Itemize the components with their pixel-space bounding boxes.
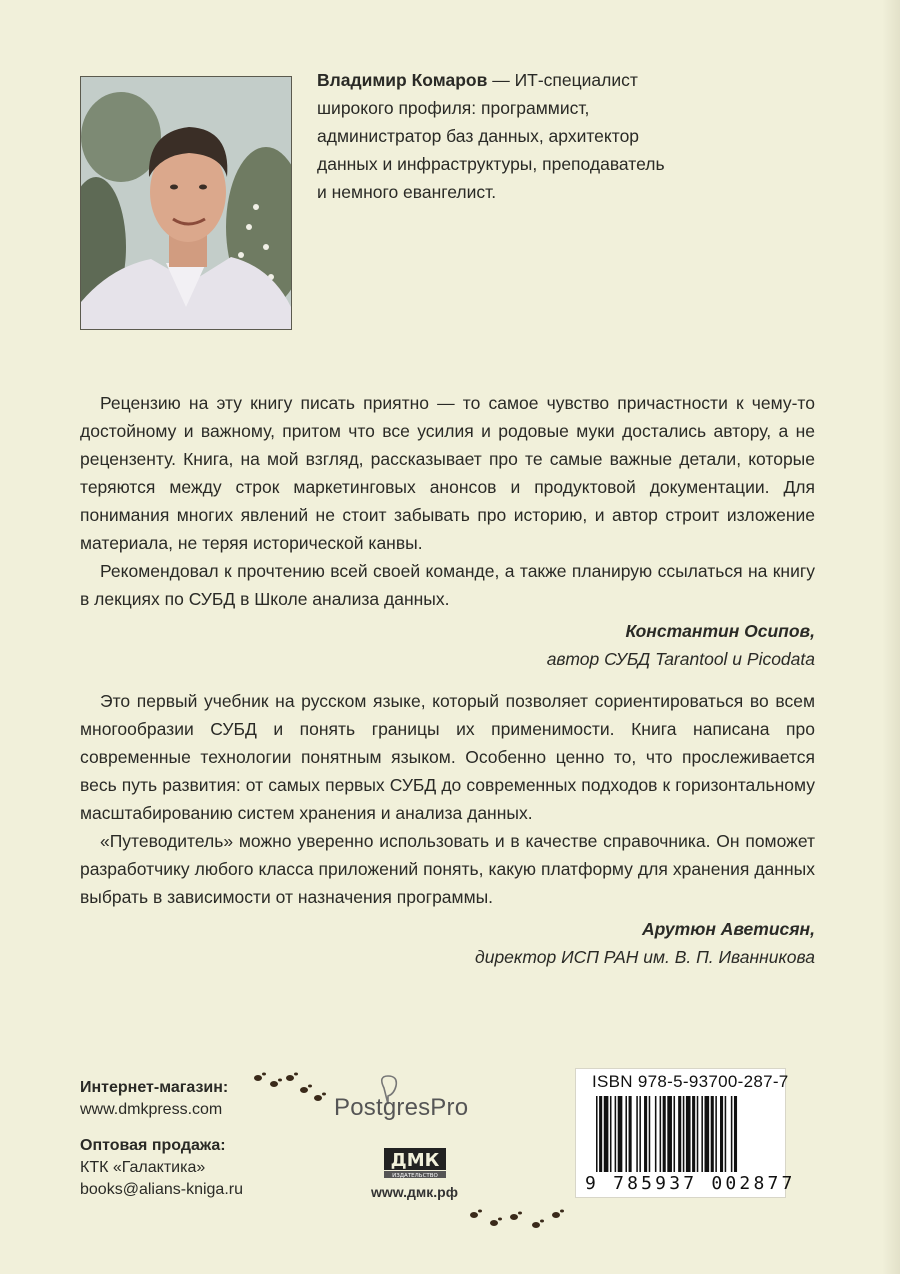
barcode-bar [692, 1096, 695, 1172]
barcode-bar [725, 1096, 727, 1172]
barcode-icon [596, 1096, 774, 1172]
barcode-bar [610, 1096, 612, 1172]
dmk-url[interactable]: www.дмк.рф [371, 1184, 458, 1200]
barcode-bar [734, 1096, 737, 1172]
author-photo [80, 76, 292, 330]
review-signature [80, 915, 815, 971]
wholesale-label: Оптовая продажа: [80, 1137, 226, 1154]
reviewer-role: автор СУБД Tarantool и Picodata [546, 649, 815, 669]
barcode-bar [615, 1096, 617, 1172]
barcode-bar [599, 1096, 602, 1172]
barcode-bar [697, 1096, 699, 1172]
postgrespro-logo: PostgresPro [334, 1094, 469, 1121]
barcode-bar [655, 1096, 657, 1172]
barcode-bar [649, 1096, 651, 1172]
shop-url[interactable]: www.dmkpress.com [80, 1101, 223, 1118]
author-bio [317, 66, 717, 206]
reviewer-name: Арутюн Аветисян, [642, 919, 815, 939]
wholesale-company: КТК «Галактика» [80, 1159, 206, 1176]
barcode-bar [596, 1096, 598, 1172]
author-bio-line: широкого профиля: программист, [317, 98, 590, 118]
cover-edge-shadow [882, 0, 900, 1274]
review-avetisyan [80, 687, 815, 971]
dmk-logo-icon [380, 1142, 450, 1182]
barcode-bar [663, 1096, 666, 1172]
barcode-bar [618, 1096, 623, 1172]
barcode-bar [705, 1096, 710, 1172]
review-paragraph: Это первый учебник на русском языке, который позволяет сориентироваться во всем многообразии СУБД и понять границы их применимости. Книга написана про современные технологии понятным языком. Особенно ценно то, что прослеживается весь путь развития: от самых первых СУБД до современных подходов к горизонтальному масштабированию систем хранения и анализа данных. [80, 691, 815, 823]
dmk-logo-subtext: ИЗДАТЕЛЬСТВО [392, 1173, 438, 1179]
barcode-bar [701, 1096, 703, 1172]
author-bio-line: и немного евангелист. [317, 182, 497, 202]
isbn-label: ISBN 978-5-93700-287-7 [592, 1072, 789, 1091]
barcode-bar [715, 1096, 717, 1172]
author-name: Владимир Комаров [317, 70, 488, 90]
paw-prints-icon [250, 1068, 330, 1108]
barcode-bar [731, 1096, 733, 1172]
author-bio-line: администратор баз данных, архитектор [317, 126, 640, 146]
barcode-bar [644, 1096, 647, 1172]
paw-prints-icon [466, 1205, 576, 1235]
shop-label: Интернет-магазин: [80, 1079, 229, 1096]
barcode-bar [683, 1096, 685, 1172]
review-paragraph: Рецензию на эту книгу писать приятно — то самое чувство причастности к чему-то достойному и важному, притом что все усилия и родовые муки достались автору, а не рецензенту. Книга, на мой взгляд, рассказывает про те самые важные детали, которые теряются между строк маркетинговых анонсов и продуктовой документации. Для понимания многих явлений не стоит забывать про историю, и автор строит изложение материала, не теряя исторической канвы. [80, 393, 815, 553]
barcode-bar [629, 1096, 632, 1172]
reviewer-name: Константин Осипов, [625, 621, 815, 641]
contacts-block [80, 1077, 243, 1201]
barcode-bar [625, 1096, 627, 1172]
barcode-bar [636, 1096, 638, 1172]
isbn-digits: 9 785937 002877 [585, 1173, 796, 1194]
barcode-bar [604, 1096, 609, 1172]
review-paragraph: Рекомендовал к прочтению всей своей команде, а также планирую ссылаться на книгу в лекциях по СУБД в Школе анализа данных. [80, 561, 815, 609]
author-bio-line: — ИТ-специалист [487, 70, 638, 90]
barcode-bar [674, 1096, 676, 1172]
reviewer-role: директор ИСП РАН им. В. П. Иванникова [475, 947, 815, 967]
review-paragraph: «Путеводитель» можно уверенно использовать и в качестве справочника. Он поможет разработчику любого класса приложений понять, какую платформу для хранения данных выбрать в зависимости от назначения программы. [80, 831, 815, 907]
author-bio-line: данных и инфраструктуры, преподаватель [317, 154, 665, 174]
dmk-logo-text: ДМК [390, 1150, 440, 1171]
barcode-bar [667, 1096, 672, 1172]
barcode-bar [711, 1096, 714, 1172]
barcode-bar [639, 1096, 641, 1172]
review-osipov [80, 389, 815, 673]
barcode-bar [720, 1096, 723, 1172]
review-signature [80, 617, 815, 673]
barcode-bar [678, 1096, 681, 1172]
barcode-bar [686, 1096, 691, 1172]
wholesale-email[interactable]: books@alians-kniga.ru [80, 1181, 243, 1198]
barcode-bar [660, 1096, 662, 1172]
